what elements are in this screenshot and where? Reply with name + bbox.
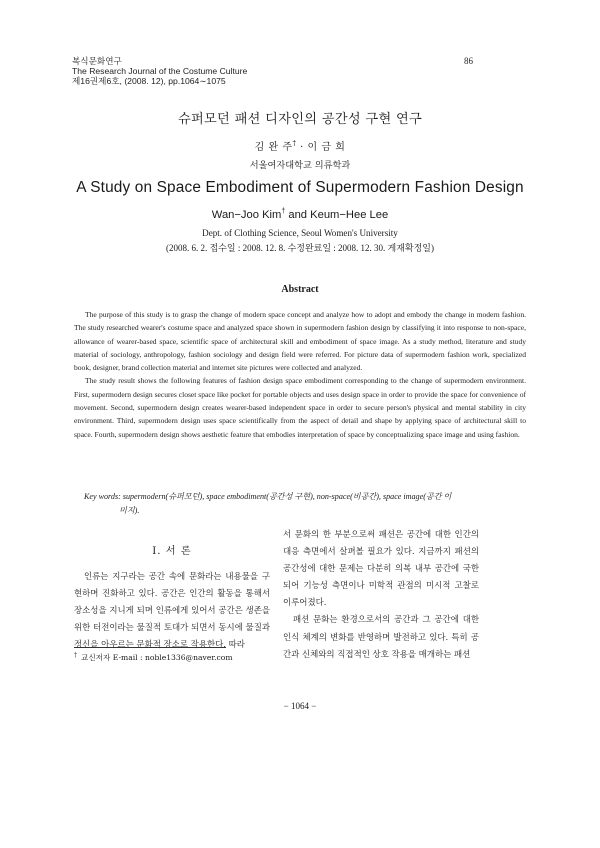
- page-footer-number: − 1064 −: [283, 701, 317, 711]
- corresponding-mark-en: †: [281, 208, 286, 215]
- intro-paragraph-2: 패션 문화는 환경으로서의 공간과 그 공간에 대한 인식 체계의 변화를 반영하며 발전하고 있다. 특히 공간과 신체와의 직접적인 상호 작용을 매개하는 패션: [283, 614, 479, 659]
- keywords: [84, 490, 520, 518]
- affiliation-korean: 서울여자대학교 의류학과: [249, 160, 351, 171]
- journal-issue: 제16권제6호, (2008. 12), pp.1064∼1075: [72, 76, 226, 86]
- author-en-1: Wan−Joo Kim: [211, 209, 282, 221]
- author-ko-1: 김 완 주: [254, 142, 293, 153]
- author-ko-2: · 이 금 희: [296, 142, 346, 153]
- journal-page-number: 86: [464, 56, 473, 66]
- abstract-heading: Abstract: [281, 284, 319, 295]
- abstract-paragraph-2: The study result shows the following features of fashion design space embodiment corresponding to the change of supermodern environment. First, supermodern design secures closet space like pocket for portable objects and uses design space in order to provide the space for convenience of movement. Second, supermodern design creates wearer-based independent space in order to secure person's physical and mental stability in city environment. Third, supermodern design uses space scientifically from the aspect of detail and shape by applying space of architectural skill to space. Fourth, supermodern design shows aesthetic feature that embodies interpretation of space by conceptualizing space image and using fashion.: [74, 376, 526, 439]
- department-english: Dept. of Clothing Science, Seoul Women's University: [202, 228, 398, 238]
- journal-name-ko: 복식문화연구: [72, 56, 122, 66]
- intro-paragraph-1: 인류는 지구라는 공간 속에 문화라는 내용물을 구현하며 진화하고 있다. 공간은 인간의 활동을 통해서 장소성을 지니게 되며 인류에게 있어서 공간은 생존을 위한 터전이라는 물질적 토대가 되면서 동시에 물질과 정신을 아우르는 문화적 장소로 작용한다. 따라: [74, 571, 270, 650]
- abstract-paragraph-1: The purpose of this study is to grasp the change of modern space concept and analyze how to adopt and embody the change in modern fashion. The study researched wearer's costume space and analyzed space shown in supermodern fashion design by classifying it into response to non-space, allowance of wearer-based space, scientific space of architectural skill and embodiment of space image. As a study method, literature and study material of sociology, anthropology, fashion sociology and design field were referred. For picture data of supermodern fashion work, specialized book, designer, brand collection material and internet site pictures were collected and analyzed.: [74, 310, 526, 373]
- submission-dates: (2008. 6. 2. 접수일 : 2008. 12. 8. 수정완료일 : 2008. 12. 30. 게재확정일): [165, 243, 435, 253]
- corresponding-mark: †: [292, 139, 297, 148]
- title-korean: 슈퍼모던 패션 디자인의 공간성 구현 연구: [177, 112, 423, 127]
- abstract-body: [74, 308, 526, 441]
- title-english: A Study on Space Embodiment of Supermodern Fashion Design: [76, 179, 524, 196]
- section-heading-intro: Ⅰ. 서 론: [152, 546, 192, 557]
- footnote-text: 교신저자 E-mail : noble1336@naver.com: [81, 653, 233, 662]
- keywords-line-2: 미지).: [119, 506, 140, 515]
- keywords-line-1: Key words: supermodern(슈퍼모던), space embodiment(공간성 구현), non-space(비공간), space image(공간 이: [84, 492, 452, 501]
- body-column-right: [283, 526, 479, 663]
- footnote: [74, 652, 233, 663]
- journal-name-en: The Research Journal of the Costume Culture: [72, 66, 248, 76]
- author-en-2: and Keum−Hee Lee: [285, 209, 389, 221]
- authors-korean: [0, 138, 600, 153]
- footnote-mark: †: [74, 652, 77, 659]
- intro-paragraph-continued: 서 문화의 한 부분으로써 패션은 공간에 대한 인간의 대응 측면에서 살펴볼 필요가 있다. 지금까지 패션의 공간성에 대한 문제는 다분히 의복 내부 공간에 국한되어 기능성 측면이나 미학적 관점의 미시적 고찰로 이루어졌다.: [283, 529, 479, 608]
- authors-english: [0, 208, 600, 221]
- journal-header: [72, 56, 247, 86]
- body-column-left: [74, 568, 270, 653]
- footnote-divider: [74, 647, 226, 648]
